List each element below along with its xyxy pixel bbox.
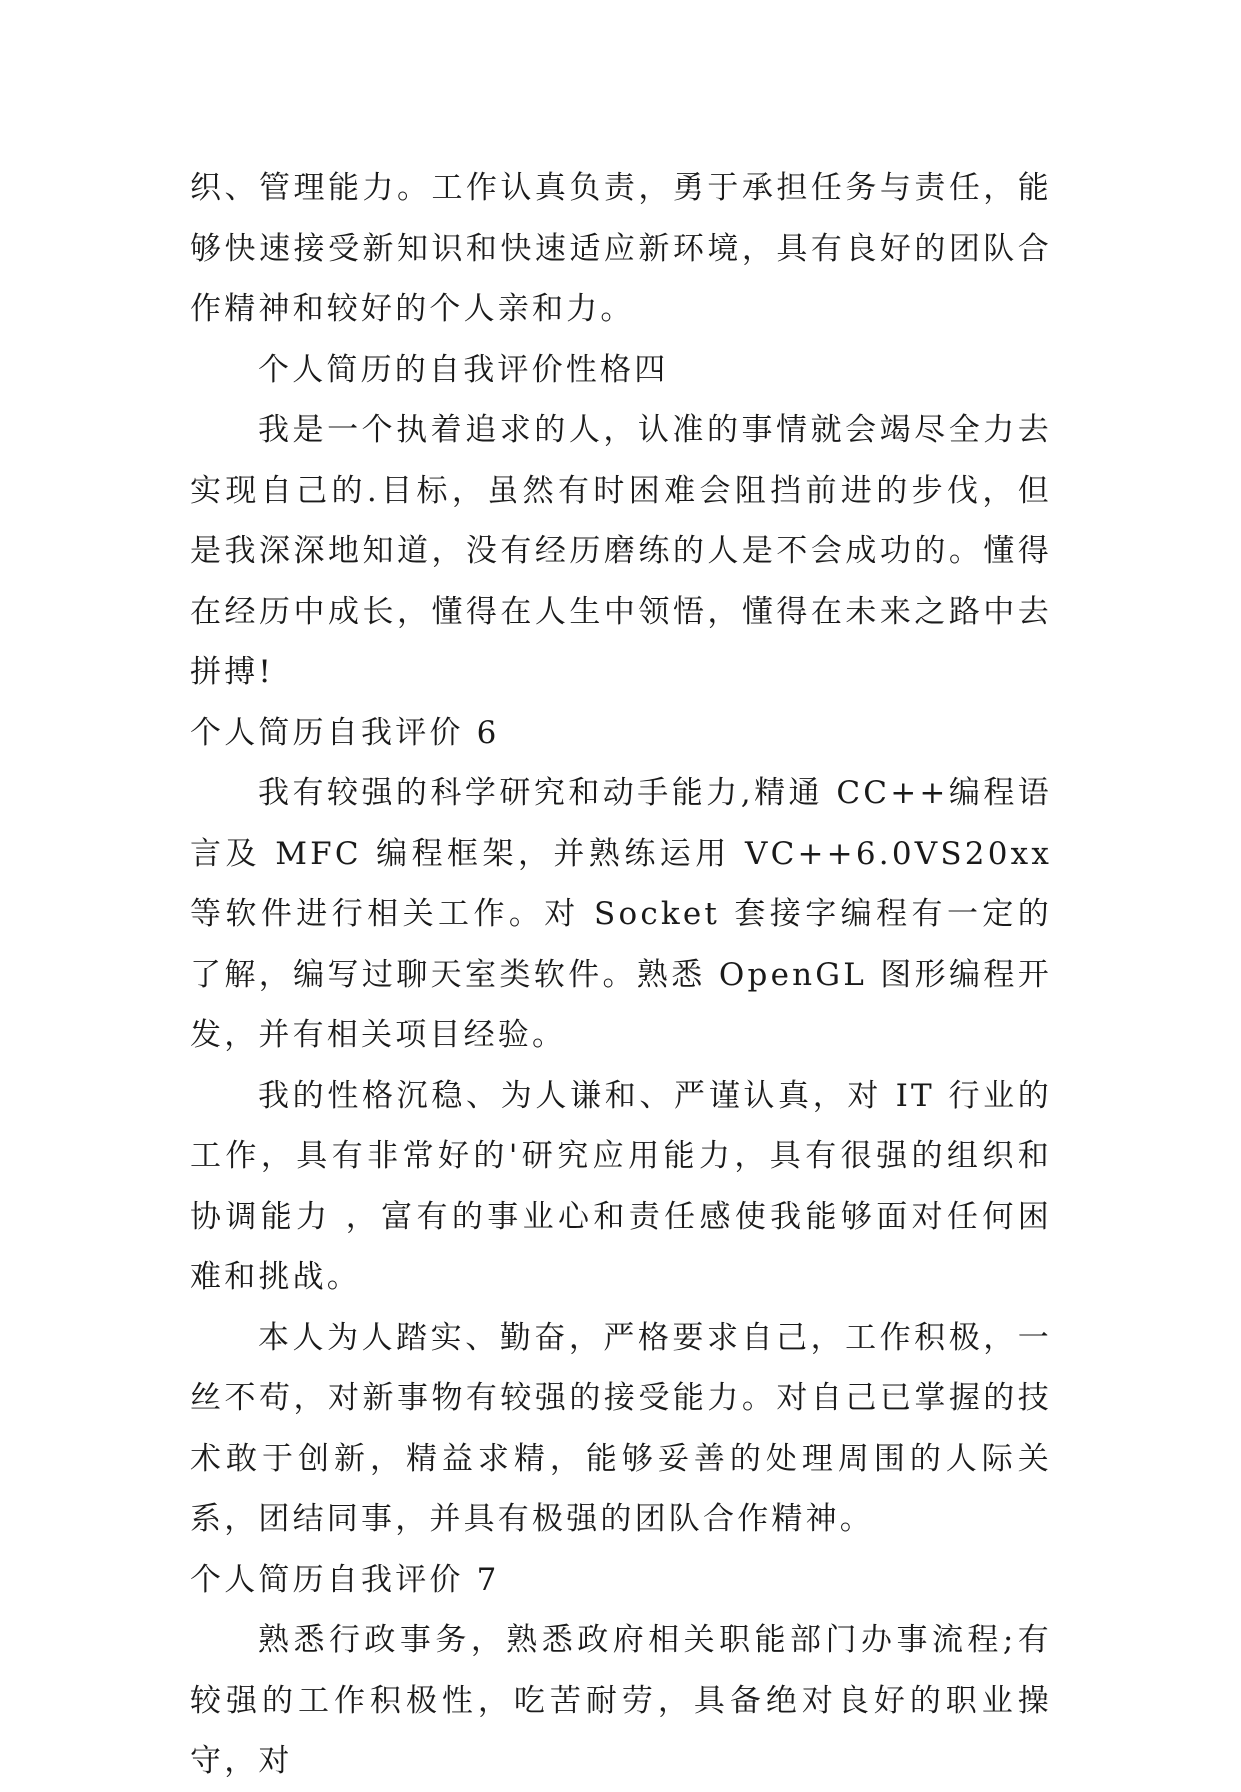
document-body bbox=[190, 158, 1052, 1792]
section-heading-evaluation-6: 个人简历自我评价 6 bbox=[190, 714, 500, 751]
paragraph-personality-it: 我的性格沉稳、为人谦和、严谨认真，对 IT 行业的工作，具有非常好的'研究应用能力，具有很强的组织和协调能力 ，富有的事业心和责任感使我能够面对任何困难和挑战。 bbox=[190, 1077, 1052, 1295]
paragraph-diligent-teamwork: 本人为人踏实、勤奋，严格要求自己，工作积极，一丝不苟，对新事物有较强的接受能力。对自己已掌握的技术敢于创新，精益求精，能够妥善的处理周围的人际关系，团结同事，并具有极强的团队合作精神。 bbox=[190, 1319, 1052, 1537]
paragraph-persistent-pursuit: 我是一个执着追求的人，认准的事情就会竭尽全力去实现自己的.目标，虽然有时困难会阻挡前进的步伐，但是我深深地知道，没有经历磨练的人是不会成功的。懂得在经历中成长，懂得在人生中领悟，懂得在未来之路中去拼搏! bbox=[190, 412, 1052, 690]
paragraph-administrative-affairs: 熟悉行政事务，熟悉政府相关职能部门办事流程;有较强的工作积极性，吃苦耐劳，具备绝对良好的职业操守，对 bbox=[190, 1622, 1052, 1779]
paragraph-continued-ability: 织、管理能力。工作认真负责，勇于承担任务与责任，能够快速接受新知识和快速适应新环境，具有良好的团队合作精神和较好的个人亲和力。 bbox=[190, 170, 1052, 327]
section-heading-evaluation-7: 个人简历自我评价 7 bbox=[190, 1561, 500, 1598]
paragraph-subtitle-personality-four: 个人简历的自我评价性格四 bbox=[258, 351, 669, 388]
paragraph-programming-skills: 我有较强的科学研究和动手能力,精通 CC++编程语言及 MFC 编程框架，并熟练运用 VC++6.0VS20xx 等软件进行相关工作。对 Socket 套接字编程有一定的了解，编写过聊天室类软件。熟悉 OpenGL 图形编程开发，并有相关项目经验。 bbox=[190, 775, 1052, 1053]
